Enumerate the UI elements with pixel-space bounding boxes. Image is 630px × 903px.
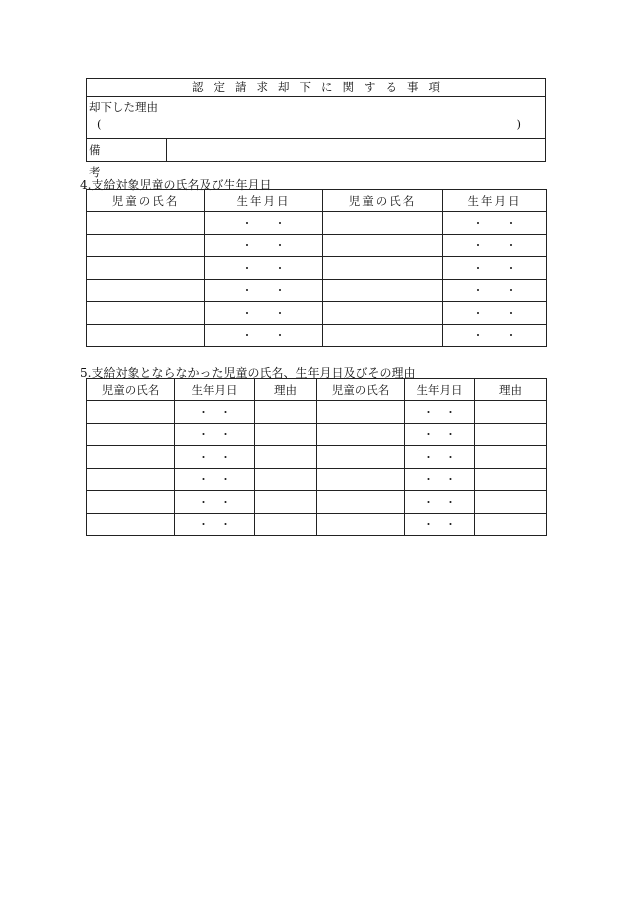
child-name-cell[interactable]	[323, 324, 443, 347]
header-child-name: 児童の氏名	[323, 190, 443, 212]
date-separator-marks: ・ ・	[423, 495, 456, 509]
header-child-name: 児童の氏名	[87, 379, 175, 401]
child-name-cell[interactable]	[87, 513, 175, 536]
date-separator-marks: ・ ・	[241, 306, 286, 320]
reason-cell[interactable]	[255, 401, 317, 424]
table-row	[87, 513, 547, 536]
reason-cell[interactable]	[475, 513, 547, 536]
reason-cell[interactable]	[255, 446, 317, 469]
reason-cell[interactable]	[475, 468, 547, 491]
date-separator-marks: ・ ・	[198, 428, 231, 442]
child-name-cell[interactable]	[87, 234, 205, 257]
rejection-reason-label: 却下した理由	[89, 100, 158, 114]
birth-date-cell[interactable]	[443, 212, 547, 235]
remarks-label: 備考	[87, 139, 167, 161]
reason-cell[interactable]	[255, 513, 317, 536]
remarks-row	[87, 139, 545, 179]
date-separator-marks: ・ ・	[241, 284, 286, 298]
date-separator-marks: ・ ・	[241, 216, 286, 230]
header-birth-date: 生年月日	[205, 190, 323, 212]
table-row	[87, 302, 547, 325]
birth-date-cell[interactable]	[205, 212, 323, 235]
birth-date-cell[interactable]	[405, 446, 475, 469]
child-name-cell[interactable]	[323, 234, 443, 257]
date-separator-marks: ・ ・	[423, 428, 456, 442]
close-parenthesis: )	[516, 117, 521, 131]
header-reason: 理由	[255, 379, 317, 401]
section5-heading: 5.支給対象とならなかった児童の氏名、生年月日及びその理由	[80, 366, 416, 380]
reason-cell[interactable]	[475, 491, 547, 514]
birth-date-cell[interactable]	[443, 302, 547, 325]
table-row	[87, 257, 547, 280]
birth-date-cell[interactable]	[205, 234, 323, 257]
birth-date-cell[interactable]	[405, 491, 475, 514]
header-birth-date: 生年月日	[443, 190, 547, 212]
date-separator-marks: ・ ・	[472, 239, 517, 253]
date-separator-marks: ・ ・	[198, 518, 231, 532]
header-birth-date: 生年月日	[405, 379, 475, 401]
birth-date-cell[interactable]	[405, 468, 475, 491]
birth-date-cell[interactable]	[405, 401, 475, 424]
table-row	[87, 234, 547, 257]
child-name-cell[interactable]	[323, 257, 443, 280]
date-separator-marks: ・ ・	[423, 473, 456, 487]
birth-date-cell[interactable]	[175, 446, 255, 469]
reason-cell[interactable]	[255, 468, 317, 491]
child-name-cell[interactable]	[323, 302, 443, 325]
table-row	[87, 491, 547, 514]
header-reason: 理由	[475, 379, 547, 401]
reason-cell[interactable]	[255, 423, 317, 446]
reason-cell[interactable]	[475, 423, 547, 446]
child-name-cell[interactable]	[87, 302, 205, 325]
date-separator-marks: ・ ・	[198, 450, 231, 464]
child-name-cell[interactable]	[87, 212, 205, 235]
section4-heading: 4.支給対象児童の氏名及び生年月日	[80, 178, 272, 192]
child-name-cell[interactable]	[87, 324, 205, 347]
child-name-cell[interactable]	[317, 446, 405, 469]
child-name-cell[interactable]	[317, 401, 405, 424]
birth-date-cell[interactable]	[175, 468, 255, 491]
table-header-row	[87, 379, 547, 401]
date-separator-marks: ・ ・	[241, 239, 286, 253]
birth-date-cell[interactable]	[405, 423, 475, 446]
birth-date-cell[interactable]	[205, 302, 323, 325]
table-row	[87, 279, 547, 302]
table-row	[87, 423, 547, 446]
table-row	[87, 212, 547, 235]
birth-date-cell[interactable]	[205, 324, 323, 347]
table-header-row	[87, 190, 547, 212]
header-child-name: 児童の氏名	[317, 379, 405, 401]
child-name-cell[interactable]	[317, 423, 405, 446]
date-separator-marks: ・ ・	[472, 216, 517, 230]
date-separator-marks: ・ ・	[423, 450, 456, 464]
birth-date-cell[interactable]	[175, 401, 255, 424]
child-name-cell[interactable]	[87, 423, 175, 446]
birth-date-cell[interactable]	[175, 513, 255, 536]
birth-date-cell[interactable]	[443, 279, 547, 302]
birth-date-cell[interactable]	[205, 257, 323, 280]
table-row	[87, 446, 547, 469]
birth-date-cell[interactable]	[443, 257, 547, 280]
header-birth-date: 生年月日	[175, 379, 255, 401]
child-name-cell[interactable]	[87, 279, 205, 302]
birth-date-cell[interactable]	[443, 324, 547, 347]
header-child-name: 児童の氏名	[87, 190, 205, 212]
child-name-cell[interactable]	[87, 446, 175, 469]
table-row	[87, 401, 547, 424]
birth-date-cell[interactable]	[205, 279, 323, 302]
date-separator-marks: ・ ・	[423, 405, 456, 419]
birth-date-cell[interactable]	[175, 491, 255, 514]
birth-date-cell[interactable]	[175, 423, 255, 446]
child-name-cell[interactable]	[323, 279, 443, 302]
date-separator-marks: ・ ・	[423, 518, 456, 532]
child-name-cell[interactable]	[87, 257, 205, 280]
date-separator-marks: ・ ・	[472, 329, 517, 343]
date-separator-marks: ・ ・	[241, 261, 286, 275]
rejection-section	[86, 78, 546, 179]
reason-cell[interactable]	[475, 401, 547, 424]
date-separator-marks: ・ ・	[472, 306, 517, 320]
date-separator-marks: ・ ・	[241, 329, 286, 343]
date-separator-marks: ・ ・	[472, 284, 517, 298]
date-separator-marks: ・ ・	[198, 473, 231, 487]
date-separator-marks: ・ ・	[198, 495, 231, 509]
table-row	[87, 468, 547, 491]
eligible-children-table	[86, 189, 547, 347]
table-row	[87, 324, 547, 347]
reason-cell[interactable]	[255, 491, 317, 514]
remarks-field[interactable]	[167, 139, 545, 161]
child-name-cell[interactable]	[317, 468, 405, 491]
child-name-cell[interactable]	[317, 513, 405, 536]
child-name-cell[interactable]	[87, 401, 175, 424]
rejection-title: 認定請求却下に関する事項	[87, 79, 545, 97]
birth-date-cell[interactable]	[405, 513, 475, 536]
date-separator-marks: ・ ・	[472, 261, 517, 275]
child-name-cell[interactable]	[317, 491, 405, 514]
child-name-cell[interactable]	[87, 491, 175, 514]
child-name-cell[interactable]	[323, 212, 443, 235]
rejection-reason-row	[87, 97, 545, 139]
date-separator-marks: ・ ・	[198, 405, 231, 419]
reason-cell[interactable]	[475, 446, 547, 469]
birth-date-cell[interactable]	[443, 234, 547, 257]
child-name-cell[interactable]	[87, 468, 175, 491]
open-parenthesis: (	[97, 117, 102, 131]
ineligible-children-table	[86, 378, 547, 536]
